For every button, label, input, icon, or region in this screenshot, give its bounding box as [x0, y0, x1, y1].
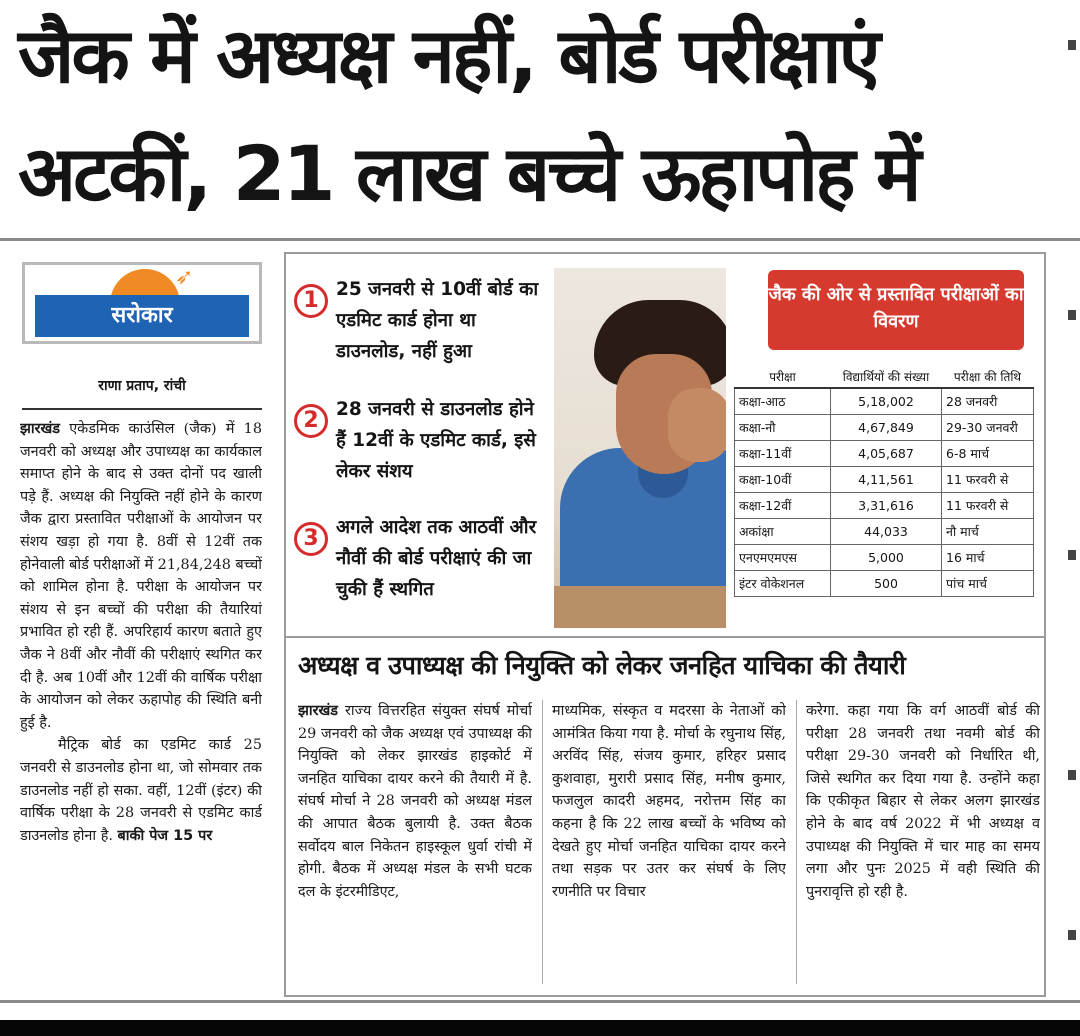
bird-icon: ➶	[175, 265, 194, 290]
point-text: 28 जनवरी से डाउनलोड होने हैं 12वीं के एडमिट कार्ड, इसे लेकर संशय	[336, 399, 536, 482]
section-divider	[286, 636, 1044, 638]
student-count: 500	[831, 570, 942, 596]
main-story-box	[284, 252, 1046, 997]
sub-col-1-text: राज्य वित्तरहित संयुक्त संघर्ष मोर्चा 29 जनवरी को जैक अध्यक्ष एवं उपाध्यक्ष की नियुक्ति को लेकर झारखंड हाइकोर्ट में जनहित याचिका दायर करने की तैयारी में है. संघर्ष मोर्चा ने 28 जनवरी को अध्यक्ष मंडल की आपात बैठक बुलायी है. उक्त बैठक सर्वोदय बाल निकेतन हाइस्कूल धुर्वा रांची में होगी. बैठक में अध्यक्ष मंडल के सभी घटक दल के इंटरमीडिएट,	[298, 703, 532, 900]
exam-name: एनएमएमएस	[735, 544, 831, 570]
table-row	[735, 440, 1034, 466]
sub-col-3-text: करेगा. कहा गया कि वर्ग आठवीं बोर्ड की परीक्षा 28 जनवरी तथा नवमी बोर्ड की परीक्षा 29-30 जनवरी को निर्धारित थी, जिसे स्थगित कर दिया गया है. उन्होंने कहा कि एकीकृत बिहार से लेकर अलग झारखंड होने के बाद वर्ष 2022 में भी अध्यक्ष व उपाध्यक्ष की नियुक्ति में चार माह का समय लगा और पुनः 2025 में वही स्थिति की पुनरावृत्ति हो रही है.	[806, 703, 1040, 900]
exam-name: कक्षा-नौ	[735, 414, 831, 440]
bottom-rule	[0, 1000, 1080, 1003]
exam-date: नौ मार्च	[942, 518, 1034, 544]
continued-link: बाकी पेज 15 पर	[117, 827, 213, 844]
sub-story-column-3	[806, 700, 1040, 988]
screenshot-bottom-band	[0, 1020, 1080, 1036]
table-row	[735, 388, 1034, 414]
sub-story-column-1	[298, 700, 532, 988]
lead-word: झारखंड	[20, 421, 60, 437]
student-count: 4,67,849	[831, 414, 942, 440]
exam-header-cell: परीक्षा की तिथि	[942, 366, 1034, 388]
left-para-1	[20, 418, 262, 734]
column-rule	[542, 700, 543, 984]
table-row	[735, 492, 1034, 518]
table-row	[735, 518, 1034, 544]
table-row	[735, 544, 1034, 570]
top-rule	[0, 238, 1080, 241]
exam-header-cell: विद्यार्थियों की संख्या	[831, 366, 942, 388]
point-number: 1	[294, 284, 328, 318]
exam-date: पांच मार्च	[942, 570, 1034, 596]
left-para-1-text: एकेडमिक काउंसिल (जैक) में 18 जनवरी को अध्यक्ष और उपाध्यक्ष का कार्यकाल समाप्त होने के बाद से उक्त दोनों पद खाली पड़े हैं. अध्यक्ष की नियुक्ति नहीं होने के कारण जैक द्वारा प्रस्तावित परीक्षाओं के आयोजन पर संशय खड़ा हो गया है. 8वीं से 12वीं तक होनेवाली बोर्ड परीक्षाओं में 21,84,248 बच्चों को शामिल होना है. परीक्षा के आयोजन पर संशय से इन बच्चों की परीक्षा की तैयारियां प्रभावित हो रही हैं. अपरिहार्य कारण बताते हुए जैक ने 8वीं और नौवीं की परीक्षाएं स्थगित कर दी है. अब 10वीं और 12वीं की वार्षिक परीक्षा के आयोजन को लेकर ऊहापोह की स्थिति बनी हुई है.	[20, 421, 262, 731]
point-text: अगले आदेश तक आठवीं और नौवीं की बोर्ड परीक्षाएं की जा चुकी हैं स्थगित	[336, 517, 537, 600]
exam-date: 11 फरवरी से	[942, 492, 1034, 518]
exam-name: कक्षा-11वीं	[735, 440, 831, 466]
exam-table	[734, 366, 1034, 597]
exam-header-cell: परीक्षा	[735, 366, 831, 388]
exam-schedule-panel	[726, 266, 1042, 636]
exam-table-title: जैक की ओर से प्रस्तावित परीक्षाओं का विवरण	[768, 270, 1024, 350]
student-count: 5,000	[831, 544, 942, 570]
left-column-story	[20, 418, 262, 998]
point-number: 3	[294, 522, 328, 556]
key-point	[294, 512, 544, 612]
student-count: 3,31,616	[831, 492, 942, 518]
column-logo-label: सरोकार	[35, 295, 249, 337]
exam-date: 16 मार्च	[942, 544, 1034, 570]
headline-line-2: अटकीं, 21 लाख बच्चे ऊहापोह में	[18, 129, 919, 218]
table-row	[735, 466, 1034, 492]
byline: राणा प्रताप, रांची	[98, 378, 186, 394]
left-para-2	[20, 734, 262, 847]
adjacent-page-edge	[1062, 30, 1080, 990]
table-row	[735, 414, 1034, 440]
point-text: 25 जनवरी से 10वीं बोर्ड का एडमिट कार्ड होना था डाउनलोड, नहीं हुआ	[336, 279, 539, 362]
key-point	[294, 394, 544, 494]
exam-name: अकांक्षा	[735, 518, 831, 544]
student-count: 4,05,687	[831, 440, 942, 466]
column-logo	[22, 262, 262, 344]
exam-name: कक्षा-आठ	[735, 388, 831, 414]
sub-story-headline: अध्यक्ष व उपाध्यक्ष की नियुक्ति को लेकर जनहित याचिका की तैयारी	[298, 651, 906, 681]
student-count: 5,18,002	[831, 388, 942, 414]
table-row	[735, 570, 1034, 596]
exam-date: 28 जनवरी	[942, 388, 1034, 414]
exam-name: कक्षा-10वीं	[735, 466, 831, 492]
student-count: 4,11,561	[831, 466, 942, 492]
headline-line-1: जैक में अध्यक्ष नहीं, बोर्ड परीक्षाएं	[18, 11, 878, 100]
photo-hand	[668, 388, 730, 462]
column-rule	[796, 700, 797, 984]
student-count: 44,033	[831, 518, 942, 544]
sub-lead-word: झारखंड	[298, 703, 338, 719]
key-point	[294, 274, 544, 374]
exam-date: 6-8 मार्च	[942, 440, 1034, 466]
exam-date: 29-30 जनवरी	[942, 414, 1034, 440]
left-para-2-text: मैट्रिक बोर्ड का एडमिट कार्ड 25 जनवरी से डाउनलोड होना था, जो सोमवार तक डाउनलोड नहीं हो सका. वहीं, 12वीं (इंटर) की वार्षिक परीक्षा के 28 जनवरी से एडमिट कार्ड डाउनलोड होना है.	[20, 737, 262, 844]
exam-date: 11 फरवरी से	[942, 466, 1034, 492]
exam-name: इंटर वोकेशनल	[735, 570, 831, 596]
sub-col-2-text: माध्यमिक, संस्कृत व मदरसा के नेताओं को आमंत्रित किया गया है. मोर्चा के रघुनाथ सिंह, अरविंद सिंह, संजय कुमार, हरिहर प्रसाद कुशवाहा, मुरारी प्रसाद सिंह, मनीष कुमार, फजलुल कादरी अहमद, नरोत्तम सिंह का कहना है कि 22 लाख बच्चों के भविष्य को देखते हुए मोर्चा जनहित याचिका दायर करने तथा सड़क पर उतर कर संघर्ष के लिए रणनीति पर विचार	[552, 703, 786, 900]
exam-table-header-row	[735, 366, 1034, 388]
point-number: 2	[294, 404, 328, 438]
byline-rule	[22, 408, 262, 410]
sub-story-column-2	[552, 700, 786, 988]
exam-name: कक्षा-12वीं	[735, 492, 831, 518]
